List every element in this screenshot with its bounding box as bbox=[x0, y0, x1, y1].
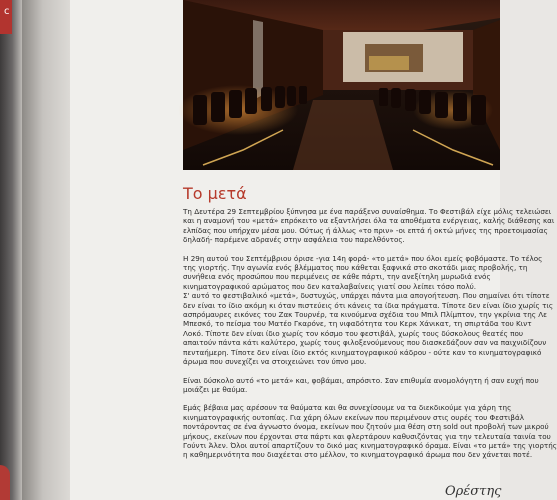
text-line: Τη Δευτέρα 29 Σεπτεμβρίου ξύπνησα με ένα παράξενο συναίσθημα. Το Φεστιβάλ είχε μόλις τελειώσει bbox=[183, 207, 552, 216]
text-line: μήκους, εκείνων που έρχονται στα πάρτι και φλερτάρουν καθυσιζόντας για την τελευταία ταινία του bbox=[183, 431, 551, 441]
text-line: κινηματογραφικής ουτοπίας. Για χάρη όλων εκείνων που περιμένουν στις ουρές του Φεστιβάλ bbox=[183, 412, 524, 422]
text-line: δεν είναι το ίδιο ακόμη κι όταν πιστεύεις ότι κάνεις τα ίδια πράγματα. Τίποτε δεν είναι ίδιο χωρίς τις bbox=[183, 300, 554, 310]
text-line: Λοκό. Τίποτε δεν είναι ίδιο χωρίς τον κόσμο του φεστιβάλ, χωρίς τους δύσκολους θεατές που bbox=[183, 328, 523, 338]
author-signature: Ορέστης bbox=[445, 484, 502, 499]
text-line: μοιάζει με θαύμα. bbox=[183, 384, 248, 394]
text-line: ποντάροντας σε ένα άγνωστο όνομα, εκείνων που ζητούν μια θέση στη sold out προβολή των μικρού bbox=[183, 422, 549, 432]
paragraph bbox=[183, 253, 554, 367]
text-line: ασπρόμαυρες εικόνες του Ζακ Τουρνέρ, τα κινούμενα σχέδια του Μπιλ Πλίμπτον, την γκρίνια της Λε bbox=[183, 310, 548, 320]
cinema-hall-image bbox=[183, 0, 500, 170]
paragraph bbox=[183, 403, 557, 460]
text-line: Η 29η αυτού του Σεπτέμβριου όρισε -για 14η φορά- «το μετά» που όλοι εμείς φοβόμαστε. Το τέλος bbox=[183, 253, 543, 263]
left-page-edge bbox=[0, 0, 22, 500]
text-line: συνήθεια ενός προσώπου που περιμένεις σε κάθε πάρτι, την ανεξίτηλη μυρωδιά ενός bbox=[183, 272, 491, 282]
text-line: ελπίδας που υπήρχαν μέσα μου. Ούτως ή άλλως «το πριν» -οι επτά ή οκτώ μήνες της προετοιμασίας bbox=[183, 225, 548, 235]
text-line: της γιορτής. Την αγωνία ενός βλέμματος που κάθεται ξαφνικά στο σκοτάδι μιας προβολής, τη bbox=[183, 263, 528, 273]
left-red-logo-fragment bbox=[0, 465, 10, 500]
text-line: Σ' αυτό το φεστιβαλικό «μετά», δυστυχώς, υπάρχει πάντα μια απογοήτευση. Που σημαίνει ότι τίποτε bbox=[183, 291, 550, 301]
cinema-photo bbox=[183, 0, 500, 170]
text-line: Είναι δύσκολο αυτό «το μετά» και, φοβάμαι, απρόσιτο. Σαν επιθυμία ανομολόγητη ή σαν ευχή που bbox=[183, 375, 539, 385]
text-line: άρωμα που συνεχίζει να στοιχειώνει τον ύπνο μου. bbox=[183, 357, 367, 367]
text-line: Εμάς βέβαια μας αρέσουν τα θαύματα και θα συνεχίσουμε να τα διεκδικούμε για χάρη της bbox=[183, 403, 512, 413]
text-line: κινηματογραφικού αρώματος που δεν καταλαβαίνεις γιατί σου λείπει τόσο πολύ. bbox=[183, 281, 477, 291]
text-line: η καθημερινότητα που διαχέεται στο μέλλον, το κινηματογραφικό άρωμα που δεν χάνεται ποτέ. bbox=[183, 450, 533, 460]
text-line: πενταήμερη. Τίποτε δεν είναι ίδιο εκτός κινηματογραφικού κάδρου - ούτε καν το κινηματογραφικό bbox=[183, 347, 542, 357]
article-body bbox=[183, 207, 557, 469]
paragraph bbox=[183, 375, 539, 395]
text-line: Μπεσκό, το πείσμα του Ματέο Γκαρόνε, τη νιφαδότητα του Κερκ Χάνικατ, τη σπιρτάδα του Κιντ bbox=[183, 319, 532, 329]
text-line: δηλαδή- παρέμενε αδρανές στην ασφάλεια του παρελθόντος. bbox=[183, 235, 405, 245]
text-line: Γούντι Άλεν. Όλοι αυτοί απαρτίζουν το δικό μας κινηματογραφικό όραμα. Είναι «το μετά» της γιορτής bbox=[183, 440, 557, 450]
paragraph bbox=[183, 207, 555, 245]
text-line: απαιτούν πάντα κάτι καλύτερο, χωρίς τους φιλοξενούμενους που διασκεδάζουν σαν να παιχνιδίζουν bbox=[183, 338, 547, 348]
left-page-text-fragment: c bbox=[4, 6, 9, 17]
article-title: Το μετά bbox=[183, 184, 247, 203]
text-line: και η αναμονή του «μετά» επρόκειτο να εξαντλήσει όλα τα αποθέματα ενέργειας, καλής διάθεσης και bbox=[183, 216, 555, 226]
